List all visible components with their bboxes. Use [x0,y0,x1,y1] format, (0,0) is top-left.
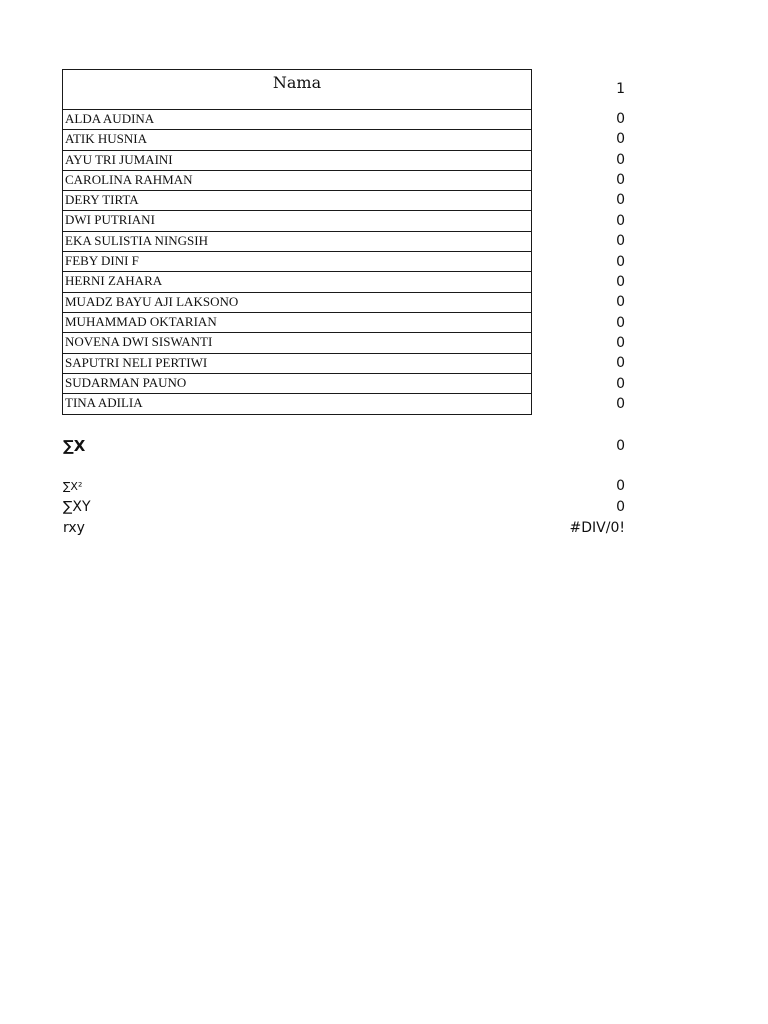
row-value: 0 [616,376,625,392]
row-value: 0 [616,254,625,270]
table-row: CAROLINA RAHMAN [63,171,531,191]
rxy-value: #DIV/0! [569,520,625,536]
table-header-nama: Nama [63,70,531,110]
table-row: NOVENA DWI SISWANTI [63,333,531,353]
table-row: SAPUTRI NELI PERTIWI [63,354,531,374]
row-value: 0 [616,213,625,229]
row-value: 0 [616,294,625,310]
table-row: SUDARMAN PAUNO [63,374,531,394]
rxy-label: rxy [63,520,85,536]
names-table [62,69,532,415]
table-row: FEBY DINI F [63,252,531,272]
sum-xy-value: 0 [616,499,625,515]
table-row: EKA SULISTIA NINGSIH [63,232,531,252]
row-value: 0 [616,131,625,147]
table-row: MUHAMMAD OKTARIAN [63,313,531,333]
row-value: 0 [616,233,625,249]
row-value: 0 [616,172,625,188]
table-row: DWI PUTRIANI [63,211,531,231]
sum-x-label: ∑X [63,437,86,455]
row-value: 0 [616,111,625,127]
table-row: MUADZ BAYU AJI LAKSONO [63,293,531,313]
sum-x-value: 0 [616,438,625,454]
table-row: ALDA AUDINA [63,110,531,130]
row-value: 0 [616,315,625,331]
sum-xy-label: ∑XY [63,499,91,515]
table-row: DERY TIRTA [63,191,531,211]
header-value: 1 [616,81,625,97]
row-value: 0 [616,152,625,168]
sum-x2-label: ∑X² [63,480,83,493]
row-value: 0 [616,396,625,412]
row-value: 0 [616,274,625,290]
row-value: 0 [616,355,625,371]
table-row: TINA ADILIA [65,395,143,411]
table-row: HERNI ZAHARA [63,272,531,292]
table-row: ATIK HUSNIA [63,130,531,150]
table-row: AYU TRI JUMAINI [63,151,531,171]
row-value: 0 [616,192,625,208]
sum-x2-value: 0 [616,478,625,494]
row-value: 0 [616,335,625,351]
